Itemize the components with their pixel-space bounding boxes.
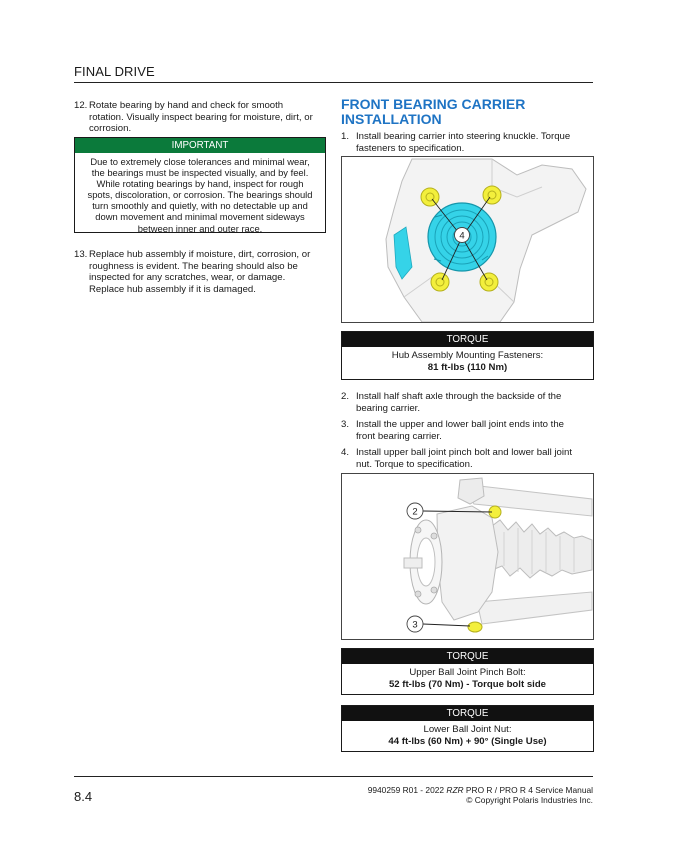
footer-manual-info: [340, 785, 593, 805]
torque-box-hub-fasteners: [341, 331, 594, 380]
ball-joint-figure: [341, 473, 594, 640]
lower-ball-joint-nut: [468, 622, 482, 632]
torque-box-upper-pinch-bolt: [341, 648, 594, 695]
torque-item: Upper Ball Joint Pinch Bolt:: [409, 667, 526, 678]
ball-joint-illustration: [342, 474, 593, 639]
page-number: 8.4: [74, 789, 93, 804]
footer-divider: [74, 776, 593, 777]
bearing-carrier-illustration: [342, 157, 593, 322]
step-number: 3.: [341, 419, 350, 430]
torque-value: 52 ft-lbs (70 Nm) - Torque bolt side: [388, 679, 547, 690]
callout-4-label: 4: [459, 230, 465, 242]
fastener-upper-right: [483, 186, 501, 204]
install-step-4: [341, 447, 593, 471]
step-text: Install the upper and lower ball joint ends into the front bearing carrier.: [356, 419, 564, 442]
torque-item: Hub Assembly Mounting Fasteners:: [391, 350, 544, 361]
step-text: Rotate bearing by hand and check for smooth rotation. Visually inspect bearing for moisture, dirt, or corrosion.: [89, 100, 313, 135]
torque-item: Lower Ball Joint Nut:: [423, 724, 512, 735]
torque-label: TORQUE: [342, 649, 593, 664]
important-text: Due to extremely close tolerances and minimal wear, the bearings must be inspected visually, and by feel. While rotating bearings by hand, inspect for rough spots, discoloration, or corrosion. The bearings should turn smoothly and quietly, with no detectable up and down movement and minimal movement sideways between inner and outer race.: [87, 156, 313, 234]
step-12: [74, 100, 326, 136]
header-divider: [74, 82, 593, 83]
torque-box-lower-ball-joint-nut: [341, 705, 594, 752]
running-header: FINAL DRIVE: [74, 64, 155, 79]
torque-label: TORQUE: [342, 332, 593, 347]
step-number: 13.: [74, 249, 88, 260]
torque-spec: [342, 664, 593, 691]
step-number: 4.: [341, 447, 350, 458]
step-text: Install half shaft axle through the backside of the bearing carrier.: [356, 391, 562, 414]
torque-label: TORQUE: [342, 706, 593, 721]
callout-3-label: 3: [412, 619, 418, 631]
fastener-upper-left: [421, 188, 439, 206]
torque-spec: [342, 347, 593, 374]
torque-value: 81 ft-lbs (110 Nm): [427, 362, 508, 373]
important-label: IMPORTANT: [75, 138, 325, 153]
step-number: 2.: [341, 391, 350, 402]
section-title: FRONT BEARING CARRIER INSTALLATION: [341, 96, 526, 127]
fastener-lower-left: [431, 273, 449, 291]
step-text: Install upper ball joint pinch bolt and lower ball joint nut. Torque to specification.: [356, 447, 572, 470]
torque-value: 44 ft-lbs (60 Nm) + 90° (Single Use): [388, 736, 547, 747]
important-note: [74, 137, 326, 233]
manual-title: 9940259 R01 - 2022 RZR PRO R / PRO R 4 Service Manual: [367, 785, 593, 795]
step-13: [74, 249, 326, 297]
bearing-carrier-figure: [341, 156, 594, 323]
install-step-3: [341, 419, 593, 443]
copyright: © Copyright Polaris Industries Inc.: [466, 795, 593, 806]
step-number: 1.: [341, 131, 350, 142]
install-step-2: [341, 391, 593, 415]
step-text: Install bearing carrier into steering knuckle. Torque fasteners to specification.: [356, 131, 571, 154]
torque-spec: [342, 721, 593, 748]
install-step-1: [341, 131, 593, 155]
callout-2-label: 2: [412, 506, 418, 518]
step-text: Replace hub assembly if moisture, dirt, corrosion, or roughness is evident. The bearing should also be inspected for any scratches, wear, or damage. Replace hub assembly if it is damaged.: [89, 249, 311, 295]
step-number: 12.: [74, 100, 88, 111]
fastener-lower-right: [480, 273, 498, 291]
